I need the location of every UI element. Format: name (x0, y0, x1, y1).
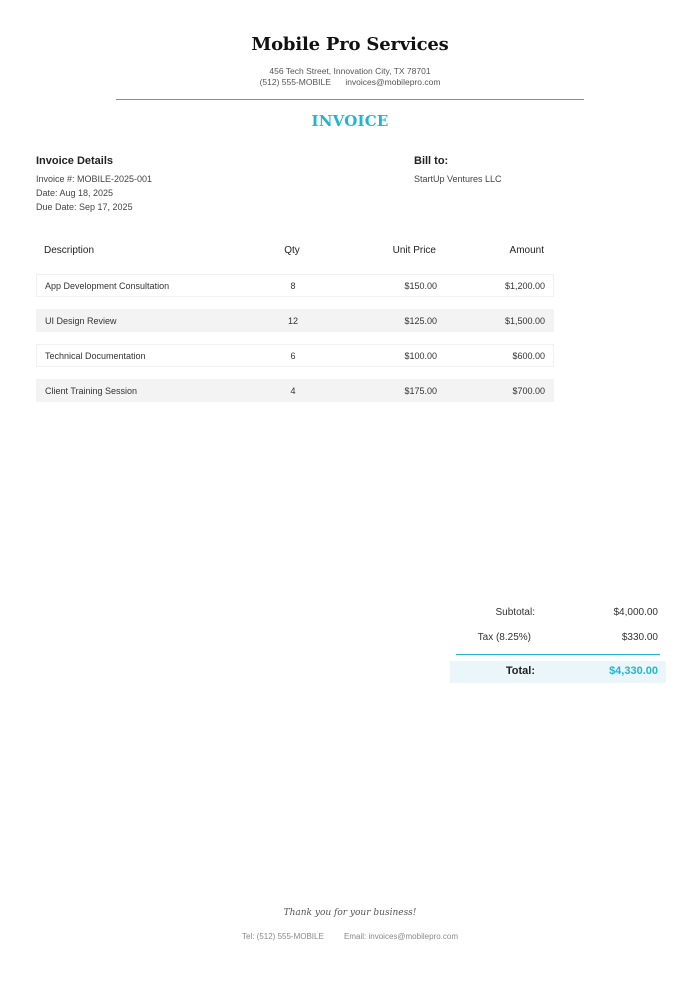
row-description: Technical Documentation (45, 350, 146, 361)
header-divider (116, 99, 584, 100)
tax-row (450, 628, 666, 653)
footer-contact (0, 932, 700, 941)
row-qty: 6 (290, 350, 296, 361)
bill-to-client: StartUp Ventures LLC (414, 174, 502, 184)
company-contact (0, 77, 700, 87)
row-amount: $700.00 (512, 385, 545, 396)
row-amount: $1,500.00 (504, 315, 545, 326)
header-amount: Amount (509, 244, 544, 256)
row-unit-price: $175.00 (404, 385, 437, 396)
thank-you-note: Thank you for your business! (283, 908, 417, 918)
company-address: 456 Tech Street, Innovation City, TX 78701 (269, 66, 431, 76)
table-row (36, 344, 554, 367)
totals-section (450, 603, 666, 683)
row-unit-price: $100.00 (404, 350, 437, 361)
invoice-details-section (36, 155, 336, 214)
row-amount: $600.00 (512, 350, 545, 361)
bill-to-heading: Bill to: (414, 155, 449, 167)
totals-divider (456, 654, 660, 655)
total-value: $4,330.00 (609, 665, 658, 677)
footer-tel: Tel: (512) 555-MOBILE (242, 932, 324, 941)
total-label: Total: (505, 665, 535, 677)
table-row (36, 309, 554, 332)
subtotal-label: Subtotal: (495, 607, 535, 618)
invoice-due-date: Due Date: Sep 17, 2025 (36, 202, 133, 212)
row-qty: 12 (287, 315, 298, 326)
footer-email: Email: invoices@mobilepro.com (344, 932, 458, 941)
company-email: invoices@mobilepro.com (345, 77, 441, 87)
row-amount: $1,200.00 (504, 280, 545, 291)
subtotal-value: $4,000.00 (613, 607, 658, 618)
table-header (36, 236, 554, 264)
row-qty: 4 (290, 385, 296, 396)
header-qty: Qty (284, 244, 300, 256)
company-phone: (512) 555-MOBILE (259, 77, 331, 87)
row-unit-price: $125.00 (404, 315, 437, 326)
row-description: Client Training Session (45, 385, 138, 396)
invoice-details-heading: Invoice Details (36, 155, 114, 167)
header-description: Description (44, 244, 95, 256)
row-unit-price: $150.00 (404, 280, 437, 291)
row-description: App Development Consultation (45, 280, 170, 291)
header-unit-price: Unit Price (392, 244, 436, 256)
bill-to-section (414, 155, 664, 186)
line-items-table (36, 236, 554, 402)
invoice-title: INVOICE (311, 112, 389, 130)
table-row (36, 274, 554, 297)
total-row (450, 661, 666, 683)
table-row (36, 379, 554, 402)
invoice-number: Invoice #: MOBILE-2025-001 (36, 174, 153, 184)
subtotal-row (450, 603, 666, 628)
row-qty: 8 (290, 280, 296, 291)
row-description: UI Design Review (45, 315, 117, 326)
company-name: Mobile Pro Services (251, 34, 449, 55)
invoice-date: Date: Aug 18, 2025 (36, 188, 114, 198)
tax-value: $330.00 (621, 632, 658, 643)
tax-label: Tax (8.25%) (477, 632, 531, 643)
